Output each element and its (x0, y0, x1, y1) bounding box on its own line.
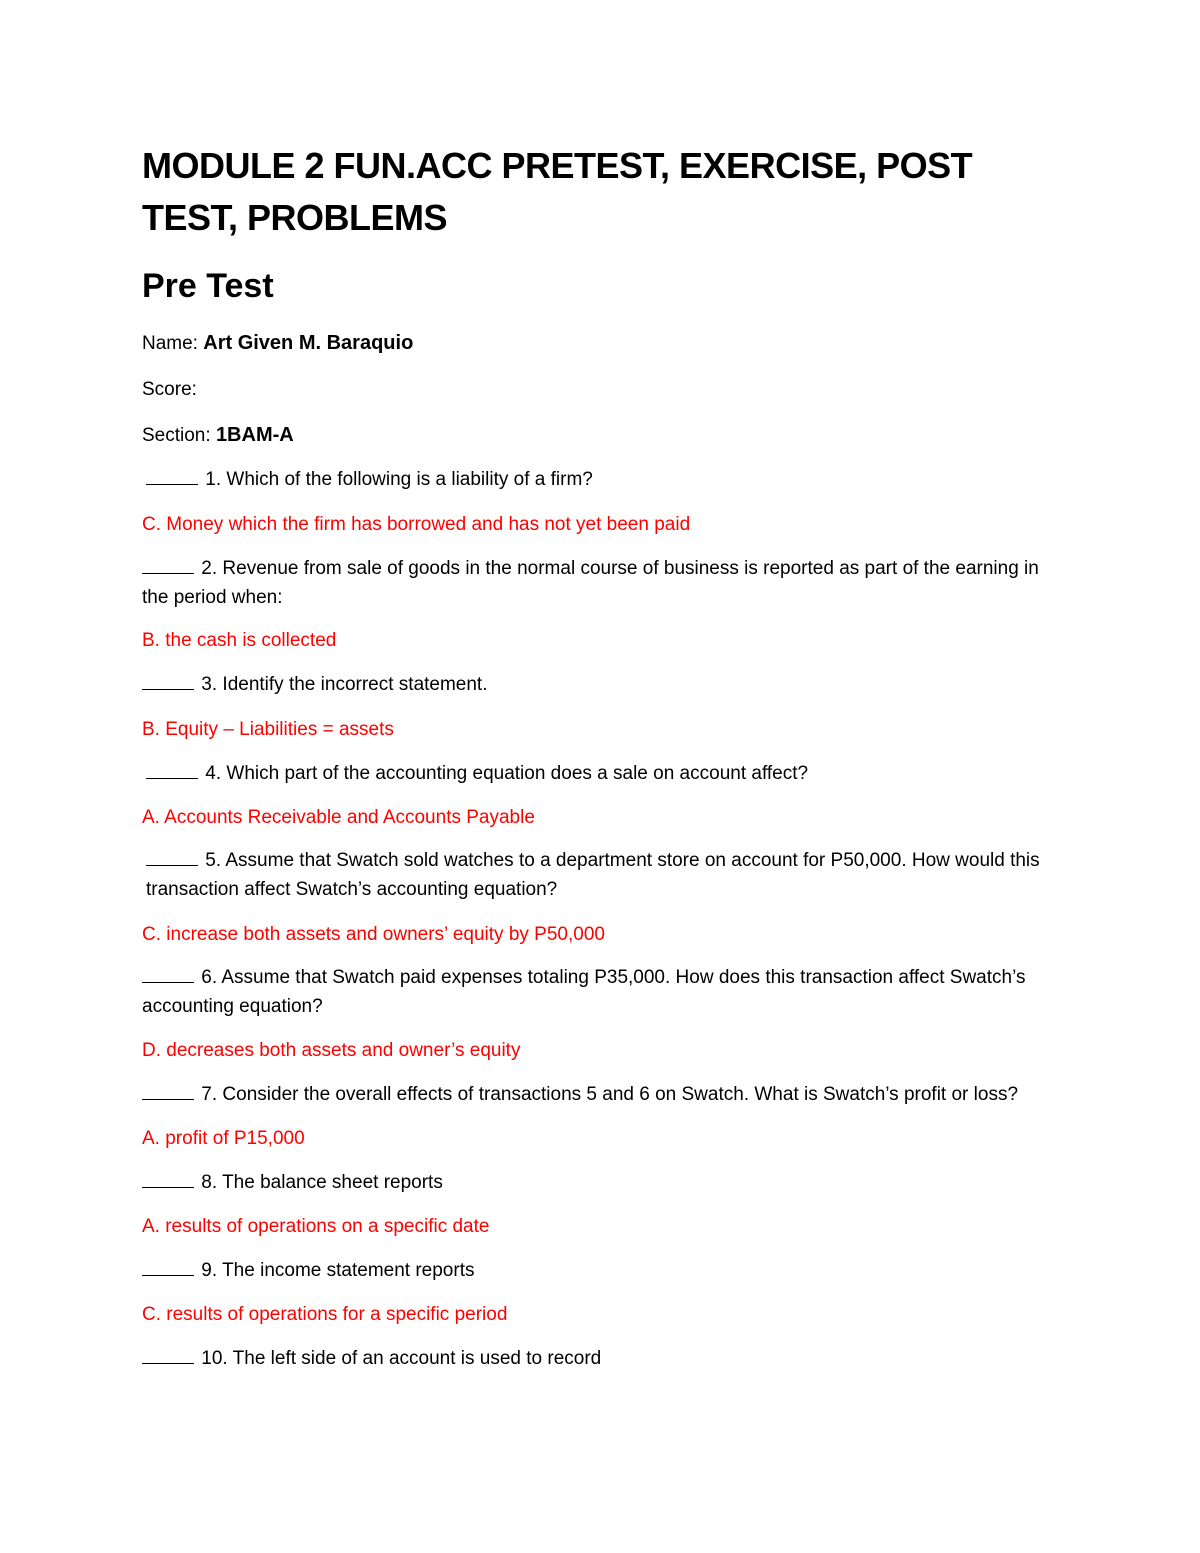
name-value: Art Given M. Baraquio (203, 332, 414, 354)
answer-3: B. Equity – Liabilities = assets (142, 719, 394, 740)
question-1 (146, 465, 593, 494)
section-heading-pre-test: Pre Test (142, 267, 274, 305)
answer-blank (142, 688, 194, 690)
question-number: 7. (201, 1084, 218, 1105)
question-text: The income statement reports (222, 1260, 475, 1281)
answer-blank (146, 864, 198, 866)
answer-8: A. results of operations on a specific date (142, 1216, 490, 1237)
answer-blank (142, 572, 194, 574)
answer-5: C. increase both assets and owners’ equity by P50,000 (142, 924, 605, 945)
question-text: The balance sheet reports (222, 1172, 443, 1193)
question-number: 3. (201, 674, 218, 695)
answer-blank (146, 777, 198, 779)
answer-1: C. Money which the firm has borrowed and has not yet been paid (142, 514, 691, 535)
question-number: 5. (205, 850, 222, 871)
question-2 (142, 554, 1057, 612)
answer-2: B. the cash is collected (142, 630, 337, 651)
answer-blank (146, 483, 198, 485)
question-text: Assume that Swatch paid expenses totaling P35,000. How does this transaction affect Swatch’s accounting equation? (142, 967, 1026, 1017)
name-row (142, 329, 413, 358)
answer-blank (142, 981, 194, 983)
question-number: 6. (201, 967, 218, 988)
question-text: Which part of the accounting equation does a sale on account affect? (226, 763, 809, 784)
question-9 (142, 1256, 474, 1285)
question-6 (142, 963, 1057, 1021)
question-text: Which of the following is a liability of a firm? (226, 469, 593, 490)
question-text: Assume that Swatch sold watches to a department store on account for P50,000. How would this transaction affect Swatch’s accounting equation? (146, 850, 1040, 900)
question-3 (142, 670, 488, 699)
question-number: 9. (201, 1260, 218, 1281)
question-4 (146, 759, 808, 788)
document-title: MODULE 2 FUN.ACC PRETEST, EXERCISE, POST TEST, PROBLEMS (142, 145, 973, 238)
answer-blank (142, 1186, 194, 1188)
section-row (142, 421, 294, 450)
question-number: 8. (201, 1172, 218, 1193)
name-label: Name: (142, 333, 198, 354)
question-10 (142, 1344, 601, 1373)
answer-4: A. Accounts Receivable and Accounts Payable (142, 807, 535, 828)
question-number: 10. (201, 1348, 228, 1369)
answer-9: C. results of operations for a specific period (142, 1304, 508, 1325)
answer-7: A. profit of P15,000 (142, 1128, 305, 1149)
answer-blank (142, 1098, 194, 1100)
answer-blank (142, 1274, 194, 1276)
question-text: The left side of an account is used to record (232, 1348, 602, 1369)
question-7 (142, 1080, 1018, 1109)
answer-6: D. decreases both assets and owner’s equity (142, 1040, 521, 1061)
question-number: 2. (201, 558, 218, 579)
score-label: Score: (142, 379, 197, 400)
section-label: Section: (142, 425, 211, 446)
section-value: 1BAM-A (215, 424, 294, 446)
question-text: Revenue from sale of goods in the normal course of business is reported as part of the earning in the period when: (142, 558, 1039, 608)
question-text: Identify the incorrect statement. (222, 674, 488, 695)
question-text: Consider the overall effects of transactions 5 and 6 on Swatch. What is Swatch’s profit or loss? (222, 1084, 1019, 1105)
answer-blank (142, 1362, 194, 1364)
question-5 (146, 846, 1056, 904)
score-row (142, 375, 197, 404)
question-number: 1. (205, 469, 222, 490)
question-number: 4. (205, 763, 222, 784)
question-8 (142, 1168, 443, 1197)
